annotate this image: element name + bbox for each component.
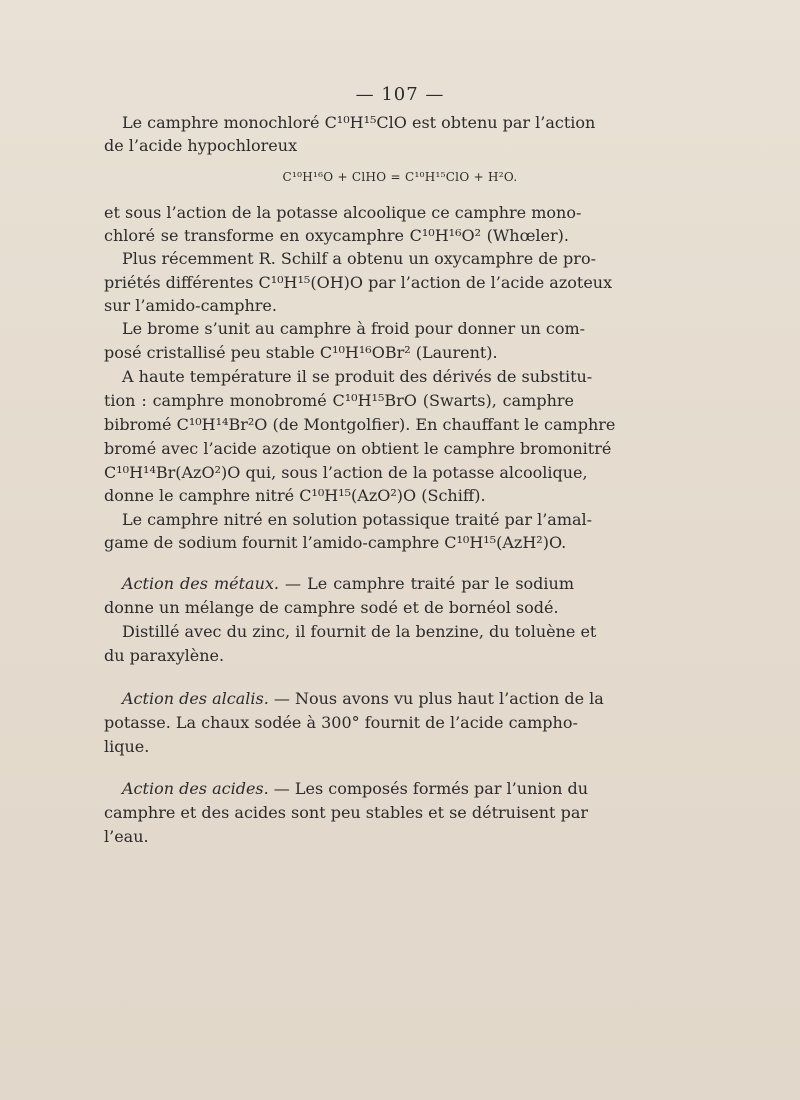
text-line: Le camphre monochloré C¹⁰H¹⁵ClO est obtenu par l’action: [122, 113, 596, 132]
text-line: bibromé C¹⁰H¹⁴Br²O (de Montgolfier). En chauffant le camphre: [104, 415, 616, 434]
text-line: donne le camphre nitré C¹⁰H¹⁵(AzO²)O (Schiff).: [104, 486, 486, 505]
text-line: de l’acide hypochloreux: [104, 136, 298, 155]
text-line: posé cristallisé peu stable C¹⁰H¹⁶OBr² (Laurent).: [104, 343, 498, 362]
text-line: priétés différentes C¹⁰H¹⁵(OH)O par l’action de l’acide azoteux: [104, 273, 613, 292]
text-line: lique.: [104, 737, 150, 756]
section-acides-line: Action des acides. — Les composés formés par l’union du: [122, 779, 589, 798]
section-heading: Action des acides.: [122, 779, 269, 798]
text-line: Le brome s’unit au camphre à froid pour donner un com-: [122, 319, 586, 338]
text-line: tion : camphre monobromé C¹⁰H¹⁵BrO (Swarts), camphre: [104, 391, 574, 410]
section-metaux-line: Action des métaux. — Le camphre traité par le sodium: [122, 574, 574, 593]
chemical-equation: C¹⁰H¹⁶O + ClHO = C¹⁰H¹⁵ClO + H²O.: [282, 170, 518, 184]
text-line: du paraxylène.: [104, 646, 225, 665]
text-line: Le camphre nitré en solution potassique traité par l’amal-: [122, 510, 593, 529]
text-line: camphre et des acides sont peu stables et se détruisent par: [104, 803, 588, 822]
text-line: donne un mélange de camphre sodé et de bornéol sodé.: [104, 598, 559, 617]
text-line: bromé avec l’acide azotique on obtient le camphre bromonitré: [104, 439, 612, 458]
text-line: sur l’amido-camphre.: [104, 296, 277, 315]
text-line: game de sodium fournit l’amido-camphre C¹⁰H¹⁵(AzH²)O.: [104, 533, 567, 552]
text-line: chloré se transforme en oxycamphre C¹⁰H¹⁶O² (Whœler).: [104, 226, 569, 245]
text-line: potasse. La chaux sodée à 300° fournit de l’acide campho-: [104, 713, 578, 732]
section-heading: Action des alcalis.: [122, 689, 269, 708]
text-line: et sous l’action de la potasse alcoolique ce camphre mono-: [104, 203, 582, 222]
text-line: Plus récemment R. Schilf a obtenu un oxycamphre de pro-: [122, 249, 596, 268]
text-line: A haute température il se produit des dérivés de substitu-: [122, 367, 593, 386]
text-line: l’eau.: [104, 827, 149, 846]
section-alcalis-line: Action des alcalis. — Nous avons vu plus haut l’action de la: [122, 689, 604, 708]
text-line: C¹⁰H¹⁴Br(AzO²)O qui, sous l’action de la potasse alcoolique,: [104, 463, 588, 482]
text-line: Distillé avec du zinc, il fournit de la benzine, du toluène et: [122, 622, 597, 641]
page-number: — 107 —: [355, 84, 445, 105]
section-heading: Action des métaux.: [122, 574, 280, 593]
